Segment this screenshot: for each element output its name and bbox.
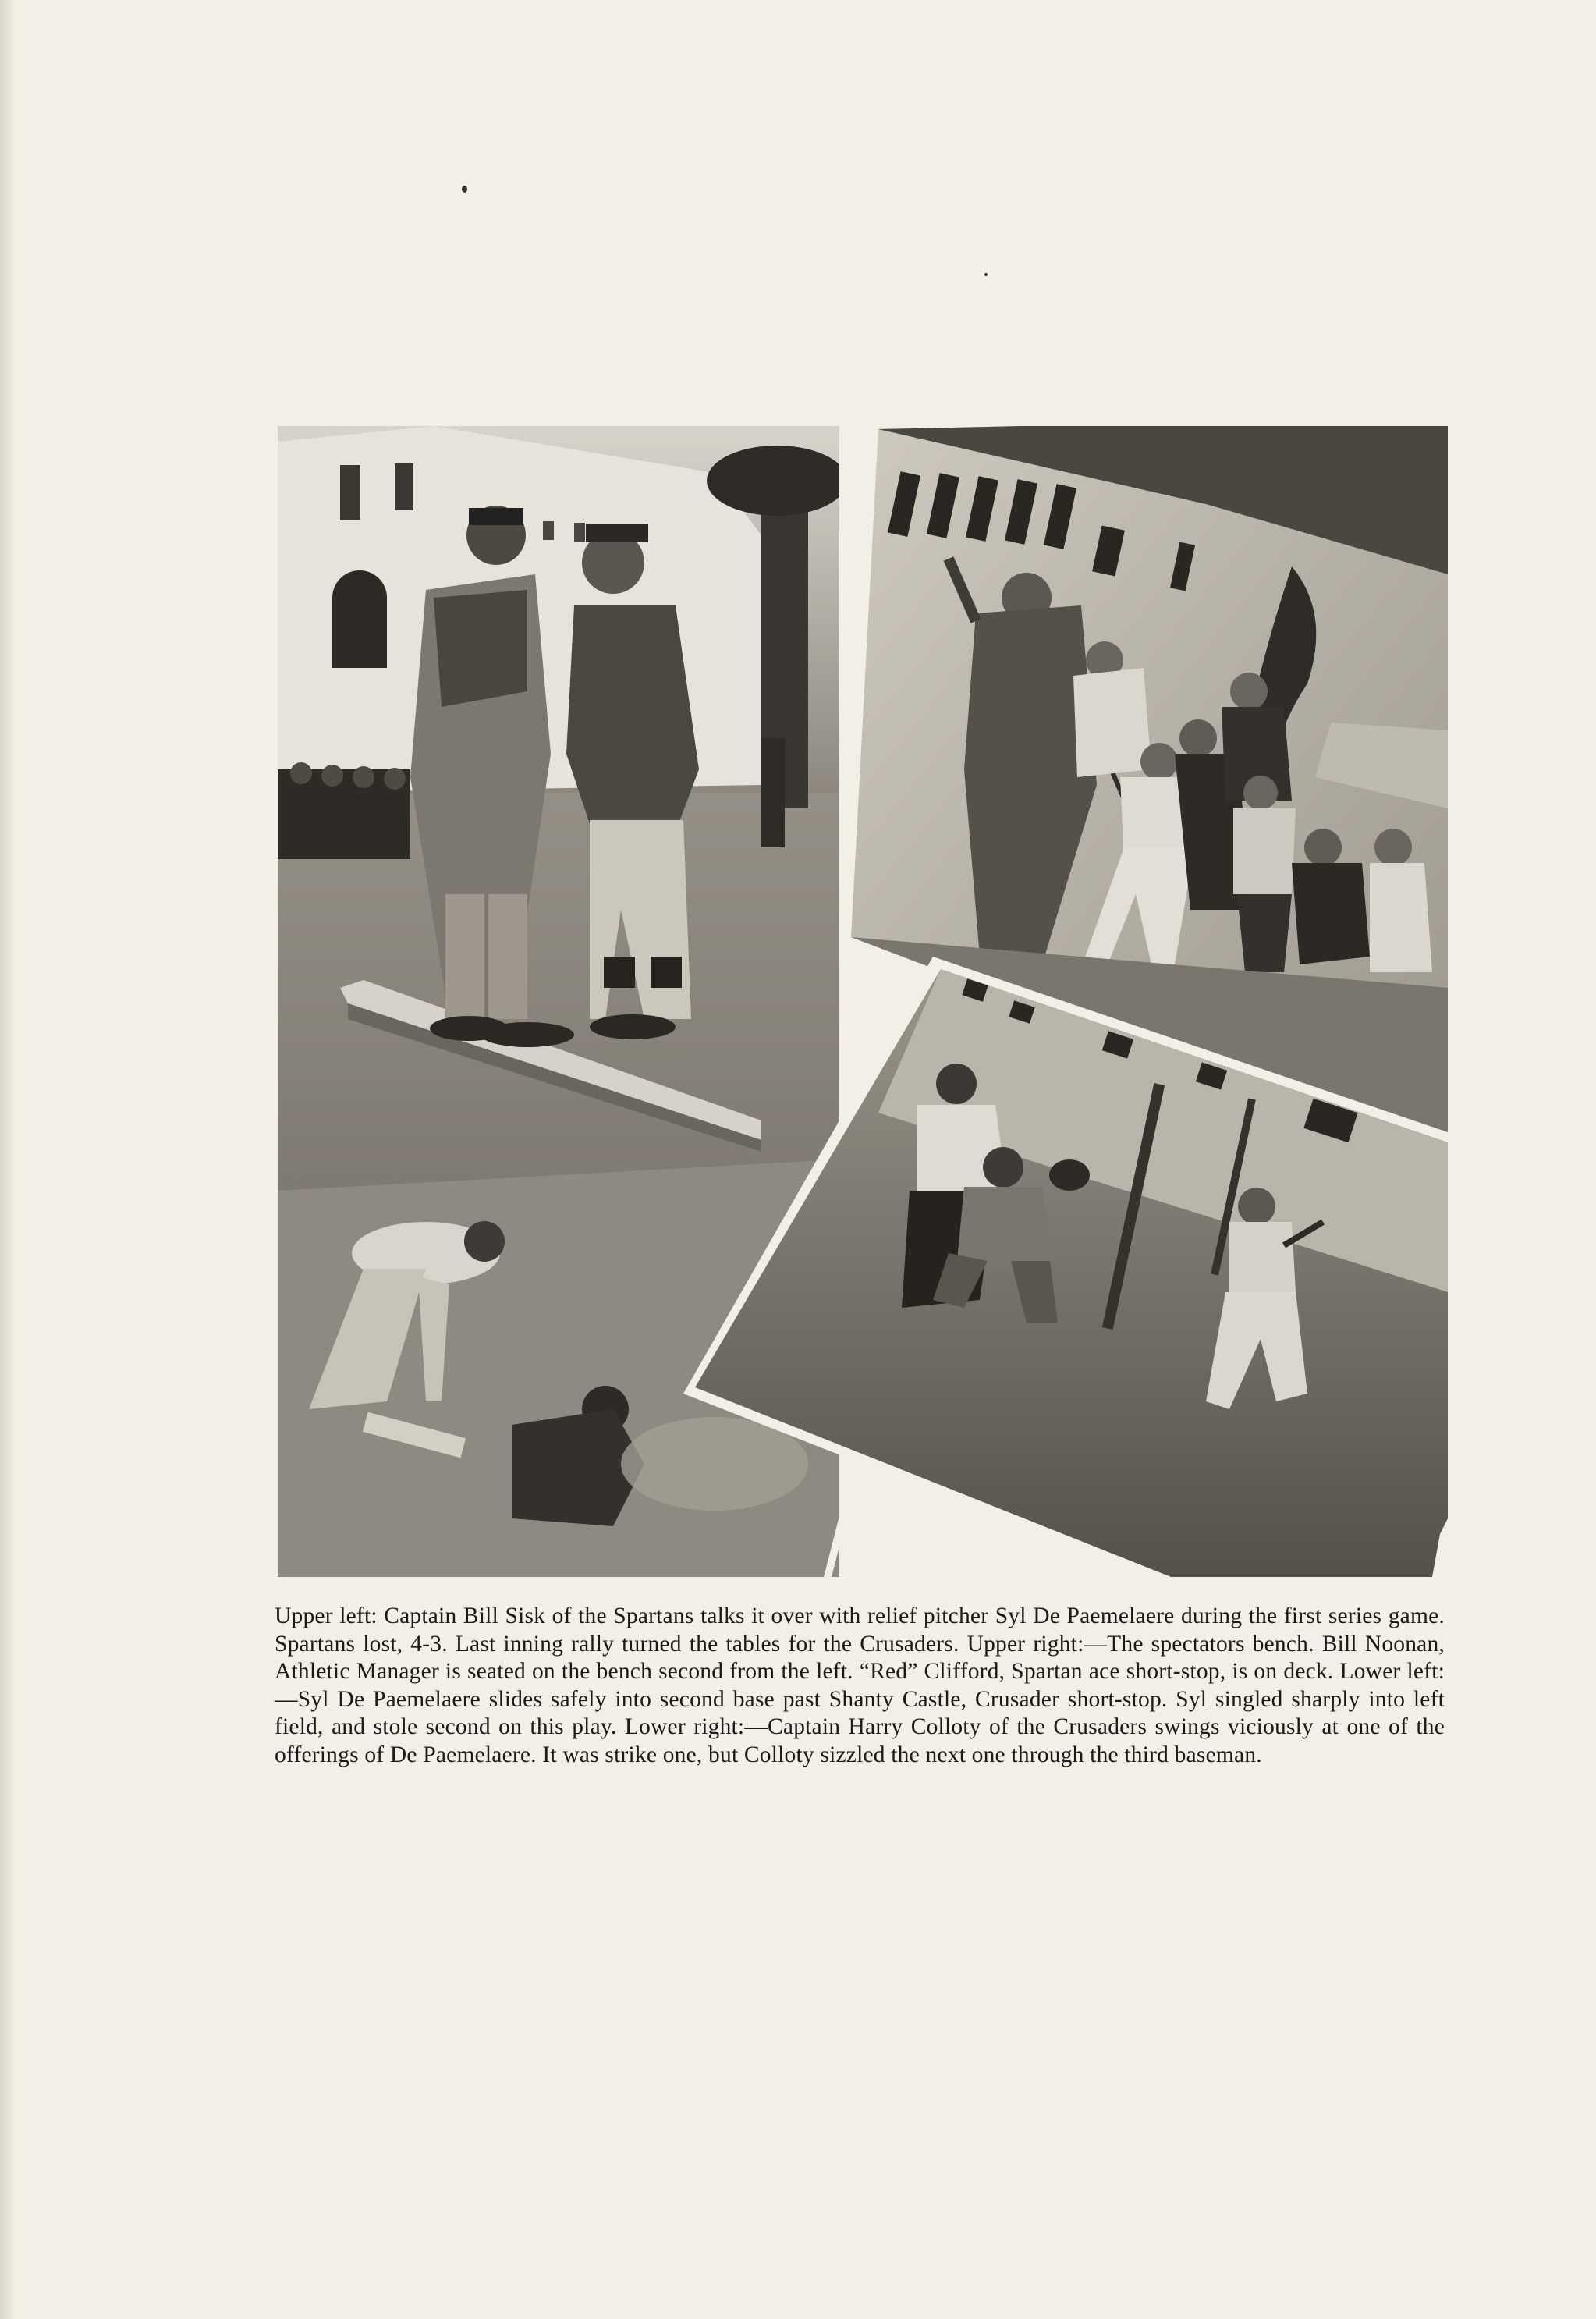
paper-speck [984, 273, 988, 276]
collage-svg [278, 426, 1448, 1577]
page-edge-shadow [0, 0, 16, 2319]
paper-speck [462, 186, 467, 193]
photo-collage [278, 426, 1448, 1577]
photo-caption: Upper left: Captain Bill Sisk of the Spartans talks it over with relief pitcher Syl De Paemelaere during the first series game. Spartans lost, 4-3. Last inning rally turned the tables for the Crusaders. Upper right:—The spectators bench. Bill Noonan, Athletic Manager is seated on the bench second from the left. “Red” Clifford, Spartan ace short-stop, is on deck. Lower left:—Syl De Paemelaere slides safely into second base past Shanty Castle, Crusader short-stop. Syl singled sharply into left field, and stole second on this play. Lower right:—Captain Harry Colloty of the Crusaders swings viciously at one of the offerings of De Paemelaere. It was strike one, but Colloty sizzled the next one through the third baseman. [275, 1603, 1445, 1767]
